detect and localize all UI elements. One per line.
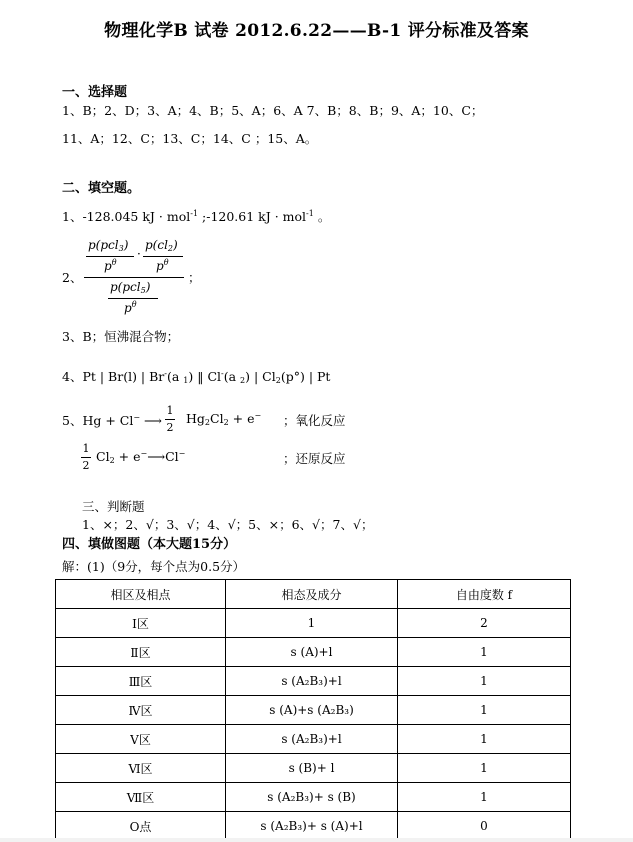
table-row [56,754,571,783]
table-cell: Ⅵ区 [56,754,226,783]
table-cell: Ⅴ区 [56,725,226,754]
fill-answer-1: 1、-128.045 kJ · mol$^{-1}$ ;-120.61 kJ · mol$^{-1}$ 。 [62,209,331,224]
table-cell: 1 [398,667,571,696]
table-row [56,638,571,667]
numerator-cl2: $p(cl_2)$ [145,238,178,253]
table-cell: Ⅳ区 [56,696,226,725]
table-header-row [56,580,571,609]
fraction-bar [86,256,134,257]
fill-answer-3: 3、B；恒沸混合物； [62,329,180,344]
table-cell: Ⅱ区 [56,638,226,667]
half-denominator: 2 [82,459,90,472]
p-standard: $p^\theta$ [124,300,137,315]
table-header-cell: 自由度数 f [398,580,571,609]
table-cell: s (A₂B₃)+ s (B) [226,783,398,812]
half-bar [81,457,91,458]
half-denominator: 2 [166,421,174,434]
choice-answers-line-2: 11、A；12、C；13、C；14、C ；15、A。 [62,131,318,146]
page-title: 物理化学B 试卷 2012.6.22——B-1 评分标准及答案 [104,21,529,41]
section-3-heading: 三、判断题 [82,499,145,514]
table-cell: 1 [398,696,571,725]
reduction-label: ；还原反应 [283,451,346,466]
p-standard: $p^\theta$ [156,258,169,273]
table-cell: 1 [398,783,571,812]
table-header-cell: 相态及成分 [226,580,398,609]
section-4-heading: 四、填做图题（本大题15分） [62,537,237,552]
section-2-heading: 二、填空题。 [62,181,141,196]
oxidation-products: $Hg_2Cl_2 + e^-$ [186,411,262,427]
table-cell: s (B)+ l [226,754,398,783]
table-row [56,696,571,725]
page-bottom-edge [0,838,633,842]
denominator-pcl5: p(pcl$_5$) [110,280,151,295]
reduction-equation: $Cl_2$ + e−⟶Cl− [96,449,186,465]
table-cell: 1 [398,638,571,667]
table-cell: s (A₂B₃)+ s (A)+l [226,812,398,841]
table-cell: s (A)+l [226,638,398,667]
p-standard: $p^\theta$ [104,258,117,273]
table-cell: s (A₂B₃)+l [226,667,398,696]
half-bar [165,419,175,420]
main-fraction-bar [84,277,184,278]
table-cell: 1 [226,609,398,638]
table-cell: Ⅶ区 [56,783,226,812]
numerator-pcl3: p(pcl$_3$) [88,238,129,253]
table-cell: 1 [398,754,571,783]
dot-operator: · [137,247,141,261]
table-cell: s (A₂B₃)+l [226,725,398,754]
table-cell: O点 [56,812,226,841]
table-cell: s (A)+s (A₂B₃) [226,696,398,725]
table-row [56,667,571,696]
fraction-bar [143,256,183,257]
half-numerator: 1 [82,442,90,455]
fill-answer-4-cell-notation: 4、Pt | Br(l) | Br-(a $_1$) ‖ Cl-(a $_2$) | $Cl_2(p^\circ)$ | Pt [62,369,331,385]
section-1-heading: 一、选择题 [62,85,128,100]
choice-answers-line-1: 1、B；2、D；3、A；4、B；5、A；6、A 7、B；8、B；9、A；10、C； [62,103,484,118]
table-header-cell: 相区及相点 [56,580,226,609]
oxidation-label: ；氧化反应 [283,413,346,428]
half-numerator: 1 [166,404,174,417]
table-cell: Ⅰ区 [56,609,226,638]
table-cell: 2 [398,609,571,638]
phase-region-table [55,579,571,841]
semicolon: ； [188,270,201,285]
table-row [56,609,571,638]
solution-intro: 解：(1)（9分，每个点为0.5分） [62,559,246,574]
table-cell: 0 [398,812,571,841]
fill-answer-5-oxidation: 5、Hg + Cl− ⟶ [62,413,162,428]
table-row [56,783,571,812]
table-row [56,812,571,841]
fill-answer-2-label: 2、 [62,270,83,285]
table-cell: Ⅲ区 [56,667,226,696]
fraction-bar [108,298,158,299]
table-cell: 1 [398,725,571,754]
true-false-answers: 1、×；2、√；3、√；4、√；5、×；6、√；7、√； [82,517,374,532]
table-row [56,725,571,754]
